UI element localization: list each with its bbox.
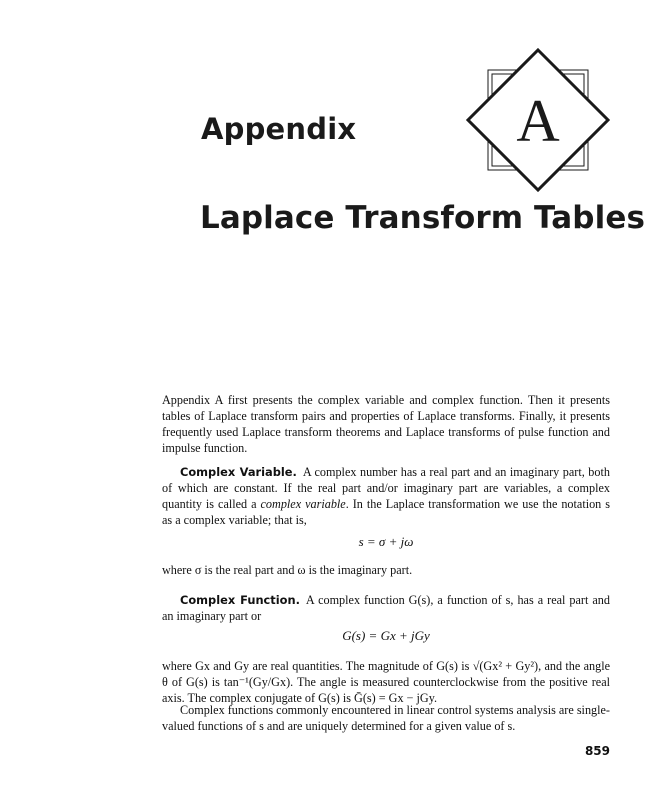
equation-s: s = σ + jω xyxy=(358,534,414,549)
where-sigma-omega: where σ is the real part and ω is the imaginary part. xyxy=(162,563,413,577)
complex-variable-paragraph xyxy=(162,464,610,528)
closing-paragraph: Complex functions commonly encountered in linear control systems analysis are single-valued functions of s and are uniquely determined for a given value of s. xyxy=(162,703,610,733)
chapter-title: Laplace Transform Tables xyxy=(200,200,645,236)
intro-paragraph: Appendix A first presents the complex variable and complex function. Then it presents tables of Laplace transform pairs and properties of Laplace transforms. Finally, it presents frequently used Laplace transform theorems and Laplace transforms of pulse function and impulse function. xyxy=(162,393,610,455)
complex-function-text: A complex function G(s), a function of s, has a real part and an imaginary part or xyxy=(162,593,610,623)
appendix-label: Appendix xyxy=(201,112,357,146)
emblem-letter: A xyxy=(516,88,560,154)
complex-variable-text-after: . In the Laplace transformation we use the notation s as a complex variable; that is, xyxy=(162,497,611,527)
complex-variable-heading: Complex Variable. xyxy=(180,465,297,479)
where-gx-gy: where Gx and Gy are real quantities. The magnitude of G(s) is √(Gx² + Gy²), and the angle θ of G(s) is tan⁻¹(Gy/Gx). The angle is measured counterclockwise from the positive real axis. The complex conjugate of G(s) is Ḡ(s) = Gx − jGy. xyxy=(162,659,610,705)
complex-function-paragraph xyxy=(162,592,610,624)
page-number: 859 xyxy=(584,744,610,758)
complex-variable-term: complex variable xyxy=(260,497,346,511)
complex-function-heading: Complex Function. xyxy=(180,593,300,607)
appendix-emblem xyxy=(466,48,610,192)
equation-g: G(s) = Gx + jGy xyxy=(342,628,430,643)
complex-variable-text: A complex number has a real part and an imaginary part, both of which are constant. If the real part and/or imaginary part are variables, a complex quantity is called a xyxy=(162,465,610,511)
